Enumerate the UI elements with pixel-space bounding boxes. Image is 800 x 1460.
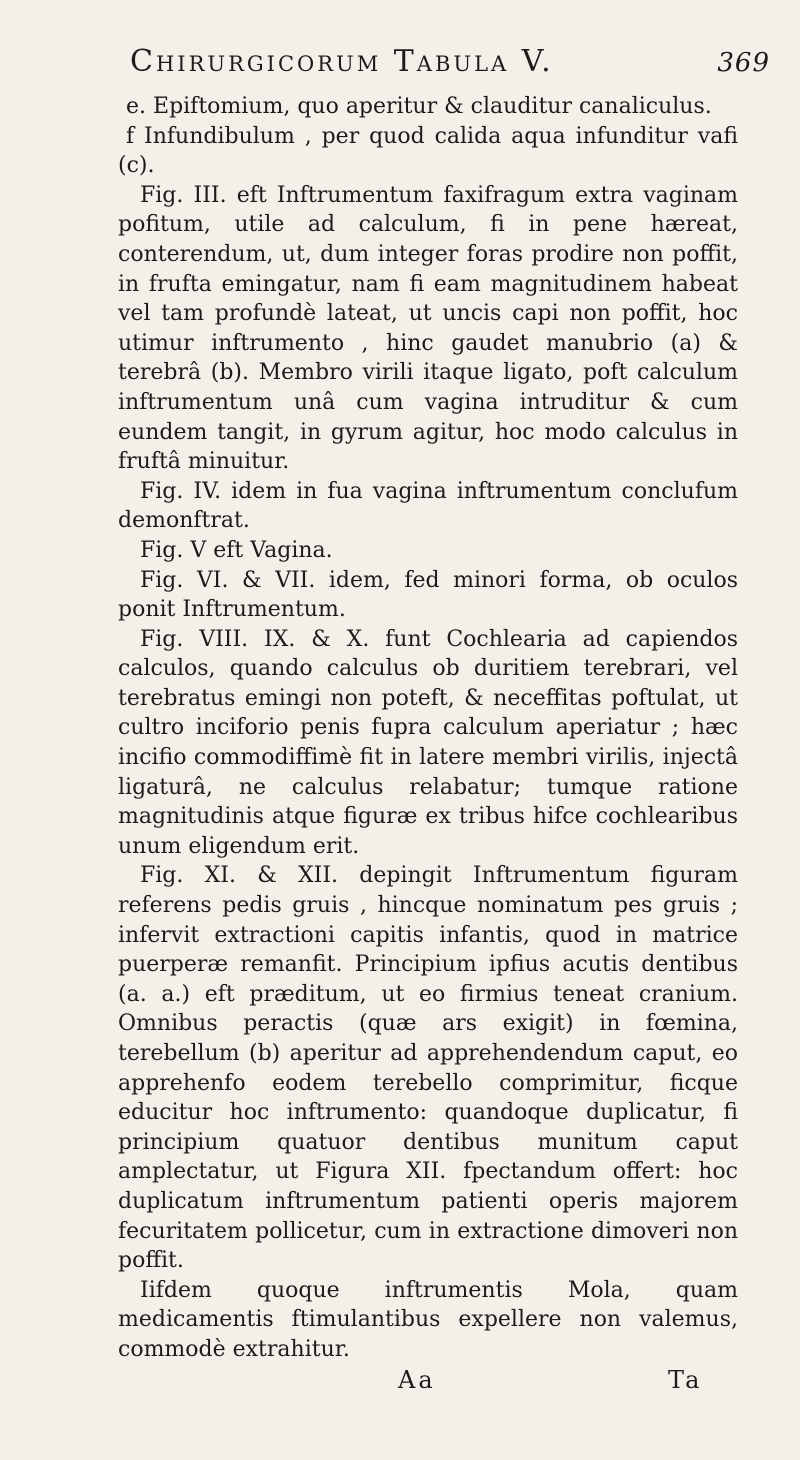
- running-header: [130, 44, 770, 79]
- text-body: [118, 92, 738, 1365]
- paragraph-fig-3: Fig. III. eft Inftrumentum faxifragum extra vaginam pofitum, utile ad calculum, fi in pene hæreat, conterendum, ut, dum integer foras prodire non poffit, in frufta emingatur, nam fi eam magnitudinem habeat vel tam profundè lateat, ut uncis capi non poffit, hoc utimur inftrumento , hinc gaudet manubrio (a) & terebrâ (b). Membro virili itaque ligato, poft calculum inftrumentum unâ cum vagina intruditur & cum eundem tangit, in gyrum agitur, hoc modo calculus in fruftâ minuitur.: [118, 182, 738, 475]
- paragraph-fig-5: Fig. V eft Vagina.: [140, 537, 333, 563]
- paragraph-fig-4: Fig. IV. idem in fua vagina inftrumentum conclufum demonftrat.: [118, 478, 738, 534]
- paragraph-fig-8-10: Fig. VIII. IX. & X. funt Cochlearia ad capiendos calculos, quando calculus ob duritiem terebrari, vel terebratus emingi non poteft, & neceffitas poftulat, ut cultro inciforio penis fupra calculum aperiatur ; hæc incifio commodiffimè fit in latere membri virilis, injectâ ligaturâ, ne calculus relabatur; tumque ratione magnitudinis atque figuræ ex tribus hifce cochlearibus unum eligendum erit.: [118, 626, 738, 859]
- signature-mark: Aa: [398, 1366, 436, 1394]
- paragraph-mola: Iifdem quoque inftrumentis Mola, quam medicamentis ftimulantibus expellere non valemus, commodè extrahitur.: [118, 1277, 738, 1362]
- paragraph-fig-6-7: Fig. VI. & VII. idem, fed minori forma, ob oculos ponit Inftrumentum.: [118, 567, 738, 623]
- running-title: Chirurgicorum Tabula V.: [130, 44, 554, 79]
- paragraph-e: e. Epiftomium, quo aperitur & clauditur canaliculus.: [126, 94, 712, 119]
- catchword: Ta: [668, 1366, 703, 1394]
- page-number: 369: [717, 48, 770, 78]
- paragraph-fig-11-12: Fig. XI. & XII. depingit Inftrumentum figuram referens pedis gruis , hincque nominatum pes gruis ; infervit extractioni capitis infantis, quod in matrice puerperæ remanfit. Principium ipfius acutis dentibus (a. a.) eft præditum, ut eo firmius teneat cranium. Omnibus peractis (quæ ars exigit) in fœmina, terebellum (b) aperitur ad apprehendendum caput, eo apprehenfo eodem terebello comprimitur, ficque educitur hoc inftrumento: quandoque duplicatur, fi principium quatuor dentibus munitum caput amplectatur, ut Figura XII. fpectandum offert: hoc duplicatum inftrumentum patienti operis majorem fecuritatem pollicetur, cum in extractione dimoveri non poffit.: [118, 863, 738, 1274]
- paragraph-f: f Infundibulum , per quod calida aqua infunditur vafi (c).: [118, 123, 738, 179]
